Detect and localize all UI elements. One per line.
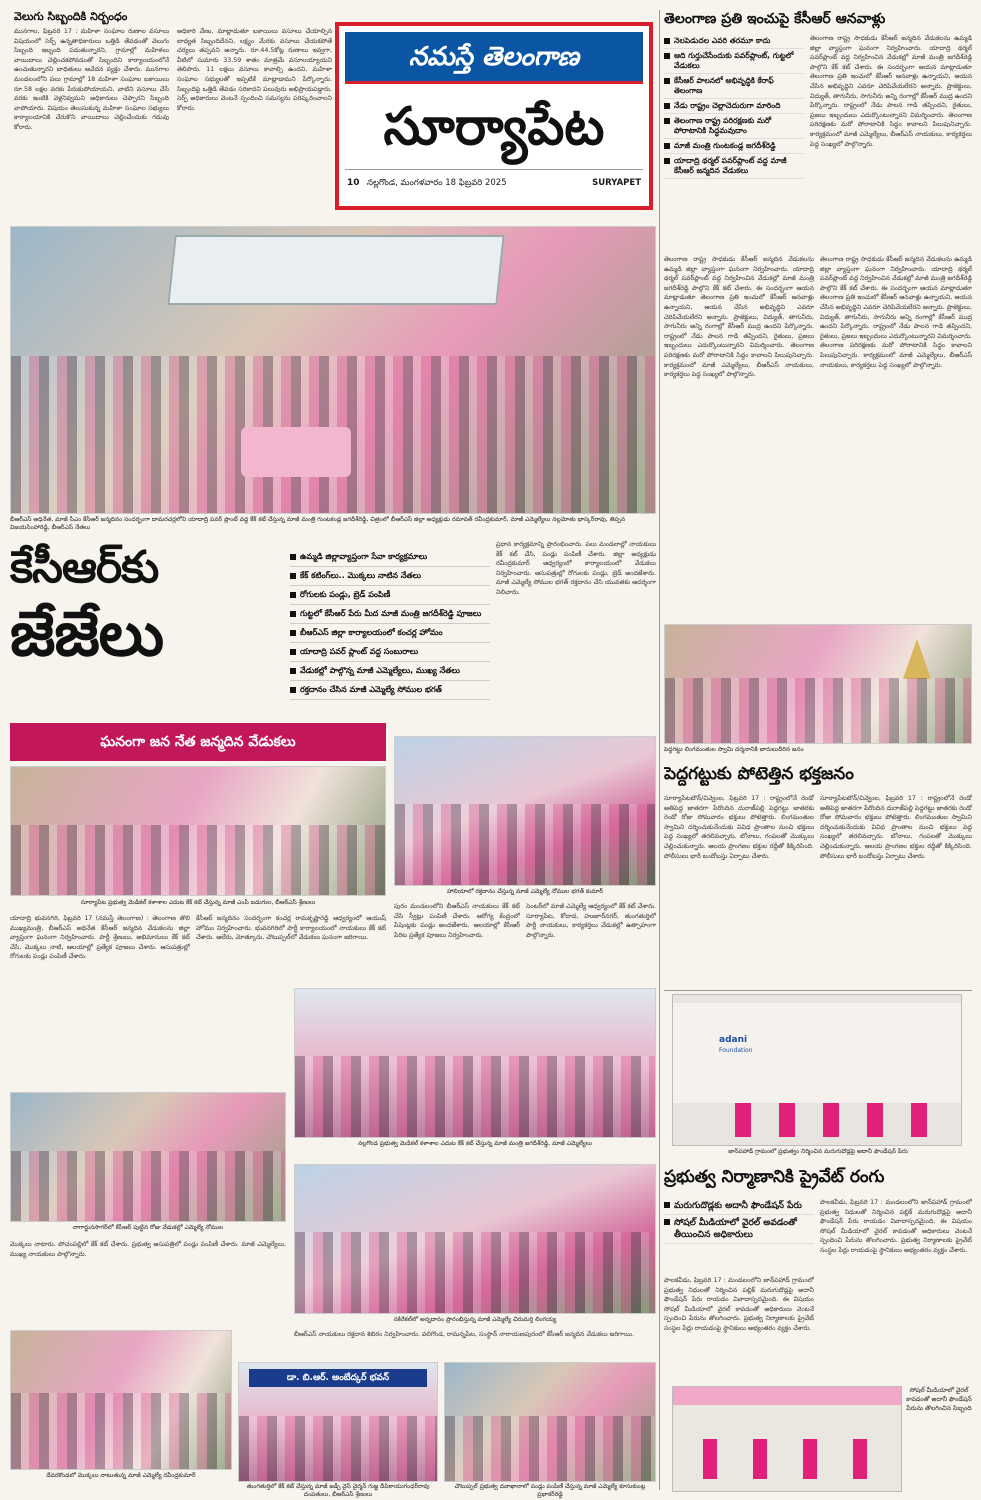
right-top-bullet: మాజీ మంత్రి గుంటకండ్ల జగదీశ్‌రెడ్డి [664, 139, 804, 154]
bullet-square-icon [290, 554, 296, 560]
masthead-brand: నమస్తే తెలంగాణ [408, 42, 580, 72]
center-bullet: గుట్టలో కేసీఆర్ పేరు మీద మాజీ మంత్రి జగదీశ్‌రెడ్డి పూజలు [290, 605, 490, 624]
right-top-bullet: యాదాద్రి థర్మల్ పవర్‌ప్లాంట్ వద్ద మాజీ కేసీఆర్ జన్మదిన వేడుకలు [664, 154, 804, 179]
masthead-divider [345, 169, 643, 170]
pink-door-icon [803, 1439, 817, 1479]
bullet-square-icon [290, 573, 296, 579]
left-top-body-a: మునగాల, ఫిబ్రవరి 17 : మహిళా సంఘాల రుణాల వసూలు విషయంలో సెర్ప్ ఉన్నతాధికారులు ఒత్తిడి తేవడంతో వెలుగు సిబ్బంది ఇబ్బంది పడుతున్నారని, గ్రామాల్లో మహిళలు వాయిదాలు చెల్లించకపోవడంతో సిబ్బందిని కార్యాలయంలోనే ఉంచుతున్నారని బాధితులు ఆవేదన వ్యక్తం చేశారు. మునగాల మండలంలోని పలు గ్రామాల్లో 18 మహిళా సంఘాల బకాయిలు రూ.58 లక్షల వరకు పేరుకుపోయాయని, వాటిని వసూలు చేసే వరకు ఇంటికి వెళ్లనివ్వమని అధికారులు చెప్పారని సిబ్బంది వాపోయారు. విషయం తెలుసుకున్న మహిళా సంఘాల సభ్యులు కార్యాలయానికి చేరుకొని వాయిదాలు చెల్లించేందుకు గడువు కోరారు. [14, 28, 169, 131]
photo-peddagattu-caption: పెద్దగట్టు లింగమంతుల స్వామి దర్శనానికి బారులుదీరిన జనం [664, 746, 804, 753]
lower-body-col2: కేసీఆర్ జన్మదినం సందర్భంగా కంచర్ల రామకృష్ణారెడ్డి ఆధ్వర్యంలో ఆయుష్ హోమం నిర్వహించారు. భువనగిరిలో పార్టీ కార్యాలయంలో నాయకులు కేక్ కట్ చేశారు. ఆలేరు, మోత్కూరు, చౌటుప్పల్‌లో వేడుకలు ఘనంగా జరిగాయి. [196, 915, 386, 942]
photo-nakrekal-caption: నకిరేకల్‌లో అన్నదానం ప్రారంభిస్తున్న మాజీ ఎమ్మెల్యే చిరుమర్తి లింగయ్య [393, 1316, 557, 1323]
lower-body-col4: సెంటర్‌లో మాజీ ఎమ్మెల్యే ఆధ్వర్యంలో కేక్ కట్ చేశారు. సూర్యాపేట, కోదాడ, హుజూర్‌నగర్, తుంగతుర్తిలో పార్టీ నాయకులు, కార్యకర్తలు వేడుకల్లో ఉత్సాహంగా పాల్గొన్నారు. [526, 903, 656, 939]
lower-body-col1: యాదాద్రి భువనగిరి, ఫిబ్రవరి 17 (నమస్తే తెలంగాణ) : తెలంగాణ తొలి ముఖ్యమంత్రి, బీఆర్‌ఎస్ అధినేత కేసీఆర్ జన్మదిన వేడుకలను జిల్లా వ్యాప్తంగా ఘనంగా నిర్వహించారు. పార్టీ శ్రేణులు, అభిమానులు కేక్ కట్ చేసి, మొక్కలు నాటి, ఆలయాల్లో ప్రత్యేక పూజలు చేశారు. ఆసుపత్రుల్లో రోగులకు పండ్లు పంపిణీ చేశారు. [10, 915, 190, 961]
center-bullet: ఉమ్మడి జిల్లావ్యాప్తంగా సేవా కార్యక్రమాలు [290, 548, 490, 567]
adani-bullet: సోషల్ మీడియాలో వైరల్ అవడంతో తీయించిన అధికారులు [664, 1215, 814, 1244]
cake-icon [241, 427, 351, 477]
right-top-bullet: తెలంగాణ రాష్ట్ర పరిరక్షణకు మరో పోరాటానికి సిద్ధమవుదాం [664, 114, 804, 139]
bullet-square-icon [664, 53, 670, 59]
bullet-square-icon [664, 38, 670, 44]
photo-tungaturthi [238, 1362, 438, 1482]
center-headline [10, 540, 286, 690]
adani-bullets [664, 1198, 814, 1272]
peddagattu-body-col1: సూర్యాపేటటౌన్/చివ్వెంల, ఫిబ్రవరి 17 : రాష్ట్రంలోనే రెండో అతిపెద్ద జాతరగా పేరొందిన దురాజ్‌పల్లి పెద్దగట్టు జాతరకు రెండో రోజు సోమవారం భక్తులు పోటెత్తారు. లింగమంతుల స్వామిని దర్శించుకునేందుకు వివిధ ప్రాంతాల నుంచి భక్తులు పెద్ద సంఖ్యలో తరలివచ్చారు. బోనాలు, గంపలతో మొక్కులు చెల్లించుకున్నారు. ఆలయ ప్రాంగణం భక్తుల రద్దీతో కిక్కిరిసింది. పోలీసులు భారీ బందోబస్తు ఏర్పాటు చేశారు. [664, 795, 814, 860]
people-image [395, 804, 655, 885]
power-station-gate-icon [167, 235, 504, 305]
lower-body-col5: మొక్కలు నాటారు. పోచంపల్లిలో కేక్ కట్ చేశారు. ప్రభుత్వ ఆసుపత్రిలో పండ్లు పంపిణీ చేశారు. మాజీ ఎమ్మెల్యేలు, ముఖ్య నాయకులు పాల్గొన్నారు. [10, 1241, 286, 1258]
center-kicker: ఘనంగా జన నేత జన్మదిన వేడుకలు [100, 734, 296, 750]
bullet-square-icon [290, 592, 296, 598]
photo-medical-college [10, 766, 386, 896]
photo-adani-toilets [672, 994, 962, 1146]
column-divider [659, 10, 660, 1490]
adani-sign-sub: Foundation [719, 1047, 753, 1054]
people-image [445, 1416, 655, 1481]
center-headline-line1: కేసీఆర్‌కు [10, 542, 159, 593]
bullet-square-icon [664, 143, 670, 149]
right-top-bullet: కేసీఆర్ పాలనలో అభివృద్ధికి కేరాఫ్ తెలంగాణ [664, 74, 804, 99]
photo-adani-caption: జాన్‌పహాడ్ గ్రామంలో ప్రభుత్వం నిర్మించిన మరుగుదొడ్లపై అదానీ ఫౌండేషన్ పేరు [728, 1148, 908, 1155]
bullet-square-icon [290, 630, 296, 636]
masthead-dateline: నల్లగొండ, మంగళవారం 18 ఫిబ్రవరి 2025 [367, 178, 507, 188]
masthead [335, 22, 653, 210]
center-bullet: కేక్ కటింగ్‌లు.. మొక్కలు నాటిన నేతలు [290, 567, 490, 586]
masthead-page-no: 10 [347, 178, 360, 188]
photo-nakrekal [294, 1164, 656, 1314]
people-image [11, 1393, 231, 1469]
people-image [11, 825, 385, 895]
lower-body-col6: బీఆర్‌ఎస్ నాయకులు రక్తదాన శిబిరం నిర్వహించారు. వలిగొండ, రామన్నపేట, సంస్థాన్ నారాయణపురంలో కేసీఆర్ జన్మదిన వేడుకలు జరిగాయి. [294, 1331, 634, 1338]
photo-medical-college-caption: సూర్యాపేట ప్రభుత్వ మెడికల్ కళాశాల ఎదుట కేక్ కట్ చేస్తున్న మాజీ ఎంపీ బడుగుల, బీఆర్‌ఎస్ శ్రేణులు [80, 899, 316, 906]
ambedkar-bhavan-sign: డా. బి.ఆర్. అంబేద్కర్ భవన్ [249, 1369, 427, 1387]
pink-door-icon [911, 1103, 927, 1137]
people-image [11, 1151, 285, 1221]
center-bullet: రోగులకు పండ్లు, బ్రెడ్ పంపిణీ [290, 586, 490, 605]
people-image [295, 1056, 655, 1137]
bullet-square-icon [664, 78, 670, 84]
people-image [295, 1232, 655, 1313]
bullet-square-icon [290, 668, 296, 674]
left-top-headline: వెలుగు సిబ్బందికి నిర్బంధం [14, 10, 128, 23]
adani-body-col2: పాలకవీడు, ఫిబ్రవరి 17 : మండలంలోని జాన్‌పహాడ్ గ్రామంలో ప్రభుత్వ నిధులతో నిర్మించిన పబ్లిక్ మరుగుదొడ్లపై అదానీ ఫౌండేషన్ పేరు రాయడం వివాదాస్పదమైంది. ఈ విషయం సోషల్ మీడియాలో వైరల్ కావడంతో అధికారులు వెంటనే స్పందించి పేరును తొలగించారు. ప్రభుత్వ నిర్మాణాలకు ప్రైవేట్ సంస్థల పేర్లు రాయడంపై స్థానికులు అభ్యంతరం వ్యక్తం చేశారు. [820, 1199, 972, 1254]
toilet-block-image [673, 1003, 961, 1103]
center-bullets [290, 548, 490, 720]
right-top-bullets [664, 34, 804, 249]
center-bullet: వేడుకల్లో పాల్గొన్న మాజీ ఎమ్మెల్యేలు, ముఖ్య నేతలు [290, 662, 490, 681]
center-bullet: యాదాద్రి పవర్ ప్లాంట్ వద్ద సంబురాలు [290, 643, 490, 662]
pink-door-icon [779, 1103, 795, 1137]
center-headline-line2: జేజేలు [10, 597, 164, 670]
pink-door-icon [853, 1439, 867, 1479]
crowd-image [665, 678, 971, 743]
bullet-square-icon [664, 103, 670, 109]
photo-nalgonda-college-caption: నల్లగొండ ప్రభుత్వ మెడికల్ కళాశాల ఎదుట కేక్ కట్ చేస్తున్న మాజీ మంత్రి జగదీశ్‌రెడ్డి, మాజీ ఎమ్మెల్యేలు [358, 1140, 592, 1147]
center-bullet: బీఆర్‌ఎస్ జిల్లా కార్యాలయంలో కంచర్ల హోమం [290, 624, 490, 643]
peddagattu-headline: పెద్దగట్టుకు పోటెత్తిన భక్తజనం [664, 764, 854, 784]
photo-blood-donation [394, 736, 656, 886]
pink-door-icon [867, 1103, 883, 1137]
left-top-body-b: అధికారి వేణు, మాట్లాడుతూ బకాయిలు వసూలు చేయాల్సిన బాధ్యత సిబ్బందిదేనని, లక్ష్యం మేరకు వసూలు చేయకపోతే చర్యలు తప్పవని అన్నారు. రూ.44.5కోట్ల రుణాలు ఇవ్వగా, వీటిలో సుమారు 33.59 శాతం మాత్రమే వసూలయ్యాయని తెలిపారు. 11 లక్షలు వసూలు కావాల్సి ఉందని, మహిళా సంఘాల సభ్యులతో ఇప్పటికే మాట్లాడామని పేర్కొన్నారు. సిబ్బందిపై ఒత్తిడి తేవడం సరికాదని పలువురు అభిప్రాయపడ్డారు. సెర్ప్ అధికారులు వెంటనే స్పందించి సమస్యను పరిష్కరించాలని కోరారు. [177, 28, 332, 112]
pink-door-icon [823, 1103, 839, 1137]
people-image [239, 1416, 437, 1481]
photo-choutuppal-caption: చౌటుప్పల్ ప్రభుత్వ దవాఖానాలో పండ్లు పంపిణీ చేస్తున్న మాజీ ఎమ్మెల్యే కూసుకుంట్ల ప్రభాకర్‌రెడ్డి [454, 1483, 646, 1498]
photo-nalgonda-college [294, 988, 656, 1138]
temple-tower-icon [903, 639, 931, 679]
photo-choutuppal [444, 1362, 656, 1482]
photo-adani-removed-caption: సోషల్ మీడియాలో వైరల్ కావడంతో అదానీ ఫౌండేషన్ పేరును తొలగించిన సిబ్బంది [906, 1387, 972, 1412]
bullet-square-icon [290, 649, 296, 655]
main-photo [10, 226, 656, 514]
photo-adani-removed [672, 1386, 902, 1492]
photo-devarakonda-caption: దేవరకొండలో మొక్కలు నాటుతున్న మాజీ ఎమ్మెల్యే రవీంద్రకుమార్ [46, 1472, 196, 1479]
bullet-square-icon [664, 158, 670, 164]
bullet-square-icon [290, 687, 296, 693]
photo-nagarjunasagar-caption: నాగార్జునసాగర్‌లో కేసీఆర్ పుట్టిన రోజు వేడుకల్లో ఎమ్మెల్యే నోముల [72, 1224, 224, 1231]
pink-door-icon [735, 1103, 751, 1137]
pink-roof-band [673, 1387, 901, 1405]
right-top-headline: తెలంగాణ ప్రతి ఇంచుపై కేసీఆర్ ఆనవాళ్లు [664, 11, 886, 27]
right-top-bullet: ఆది గుర్తుచేసేందుకు పవర్‌ప్లాంట్, గుట్టలో వేడుకలు [664, 49, 804, 74]
left-top-story [14, 10, 332, 220]
bullet-square-icon [664, 1202, 670, 1208]
photo-nagarjunasagar [10, 1092, 286, 1222]
right-top-body-side: తెలంగాణ రాష్ట్ర సాధకుడు కేసీఆర్ జన్మదిన వేడుకలను ఉమ్మడి జిల్లా వ్యాప్తంగా ఘనంగా నిర్వహించారు. యాదాద్రి థర్మల్ పవర్‌ప్లాంట్ వద్ద నిర్వహించిన వేడుకల్లో మాజీ మంత్రి జగదీశ్‌రెడ్డి పాల్గొని కేక్ కట్ చేశారు. ఈ సందర్భంగా ఆయన మాట్లాడుతూ తెలంగాణ ప్రతి ఇంచులో కేసీఆర్ ఆనవాళ్లు ఉన్నాయని, ఆయన చేసిన అభివృద్ధిని ఎవరూ చెరిపివేయలేరని అన్నారు. ప్రాజెక్టులు, విద్యుత్, తాగునీరు, సాగునీరు అన్ని రంగాల్లో కేసీఆర్ ముద్ర ఉందని పేర్కొన్నారు. రాష్ట్రంలో నేడు పాలన గాడి తప్పిందని, రైతులు, ప్రజలు ఇబ్బందులు ఎదుర్కొంటున్నారని విమర్శించారు. తెలంగాణ పరిరక్షణకు మరో పోరాటానికి సిద్ధం కావాలని పిలుపునిచ్చారు. కార్యక్రమంలో మాజీ ఎమ్మెల్యేలు, బీఆర్‌ఎస్ నాయకులు, కార్యకర్తలు పెద్ద సంఖ్యలో పాల్గొన్నారు. [810, 35, 972, 148]
adani-bullet: మరుగుదొడ్లకు అదానీ ఫౌండేషన్ పేరు [664, 1198, 814, 1215]
right-top-body-col1: తెలంగాణ రాష్ట్ర సాధకుడు కేసీఆర్ జన్మదిన వేడుకలను ఉమ్మడి జిల్లా వ్యాప్తంగా ఘనంగా నిర్వహించారు. యాదాద్రి థర్మల్ పవర్‌ప్లాంట్ వద్ద నిర్వహించిన వేడుకల్లో మాజీ మంత్రి జగదీశ్‌రెడ్డి పాల్గొని కేక్ కట్ చేశారు. ఈ సందర్భంగా ఆయన మాట్లాడుతూ తెలంగాణ ప్రతి ఇంచులో కేసీఆర్ ఆనవాళ్లు ఉన్నాయని, ఆయన చేసిన అభివృద్ధిని ఎవరూ చెరిపివేయలేరని అన్నారు. ప్రాజెక్టులు, విద్యుత్, తాగునీరు, సాగునీరు అన్ని రంగాల్లో కేసీఆర్ ముద్ర ఉందని పేర్కొన్నారు. రాష్ట్రంలో నేడు పాలన గాడి తప్పిందని, రైతులు, ప్రజలు ఇబ్బందులు ఎదుర్కొంటున్నారని విమర్శించారు. తెలంగాణ పరిరక్షణకు మరో పోరాటానికి సిద్ధం కావాలని పిలుపునిచ్చారు. కార్యక్రమంలో మాజీ ఎమ్మెల్యేలు, బీఆర్‌ఎస్ నాయకులు, కార్యకర్తలు పెద్ద సంఖ్యలో పాల్గొన్నారు. [664, 256, 814, 379]
pink-door-icon [753, 1439, 767, 1479]
masthead-edition: సూర్యాపేట [383, 97, 605, 157]
photo-tungaturthi-caption: తుంగతుర్తిలో కేక్ కట్ చేస్తున్న మాజీ జడ్పీ వైస్ చైర్మన్ గుజ్జ దీపికాయుగంధర్‌రావు దంపతులు, బీఆర్‌ఎస్ శ్రేణులు [246, 1483, 430, 1498]
main-photo-caption: బీఆర్‌ఎస్ అధినేత, మాజీ సీఎం కేసీఆర్ జన్మదినం సందర్భంగా దామరచర్లలోని యాదాద్రి పవర్ ప్లాంట్ వద్ద కేక్ కట్ చేస్తున్న మాజీ మంత్రి గుంటకండ్ల జగదీశ్‌రెడ్డి, చిత్రంలో బీఆర్‌ఎస్ జిల్లా అధ్యక్షుడు రమావత్ రవీంద్రకుమార్, మాజీ ఎమ్మెల్యేలు నల్లమోతు భాస్కర్‌రావు, తిప్పన విజయసింహారెడ్డి, బీఆర్‌ఎస్ నేతలు [10, 516, 626, 531]
pink-door-icon [703, 1439, 717, 1479]
adani-headline: ప్రభుత్వ నిర్మాణానికి ప్రైవేట్ రంగు [664, 1167, 885, 1187]
right-top-story [664, 10, 972, 620]
masthead-edition-en: SURYAPET [592, 178, 641, 188]
photo-devarakonda [10, 1330, 232, 1470]
bullet-square-icon [664, 118, 670, 124]
center-kicker-band [10, 723, 386, 761]
bullet-square-icon [664, 1219, 670, 1225]
section-divider [664, 990, 972, 991]
bullet-square-icon [290, 611, 296, 617]
right-top-body-col2: తెలంగాణ రాష్ట్ర సాధకుడు కేసీఆర్ జన్మదిన వేడుకలను ఉమ్మడి జిల్లా వ్యాప్తంగా ఘనంగా నిర్వహించారు. యాదాద్రి థర్మల్ పవర్‌ప్లాంట్ వద్ద నిర్వహించిన వేడుకల్లో మాజీ మంత్రి జగదీశ్‌రెడ్డి పాల్గొని కేక్ కట్ చేశారు. ఈ సందర్భంగా ఆయన మాట్లాడుతూ తెలంగాణ ప్రతి ఇంచులో కేసీఆర్ ఆనవాళ్లు ఉన్నాయని, ఆయన చేసిన అభివృద్ధిని ఎవరూ చెరిపివేయలేరని అన్నారు. ప్రాజెక్టులు, విద్యుత్, తాగునీరు, సాగునీరు అన్ని రంగాల్లో కేసీఆర్ ముద్ర ఉందని పేర్కొన్నారు. రాష్ట్రంలో నేడు పాలన గాడి తప్పిందని, రైతులు, ప్రజలు ఇబ్బందులు ఎదుర్కొంటున్నారని విమర్శించారు. తెలంగాణ పరిరక్షణకు మరో పోరాటానికి సిద్ధం కావాలని పిలుపునిచ్చారు. కార్యక్రమంలో మాజీ ఎమ్మెల్యేలు, బీఆర్‌ఎస్ నాయకులు, కార్యకర్తలు పెద్ద సంఖ్యలో పాల్గొన్నారు. [820, 256, 972, 369]
center-body: ప్రధాన కార్యక్రమాన్ని ప్రారంభించారు. పలు మండలాల్లో నాయకులు కేక్ కట్ చేసి, పండ్లు పంపిణీ చేశారు. జిల్లా అధ్యక్షుడు రవీంద్రకుమార్ ఆధ్వర్యంలో కార్యాలయంలో వేడుకలు నిర్వహించారు. ఆసుపత్రుల్లో రోగులకు పండ్లు, బ్రెడ్ అందజేశారు. మాజీ ఎమ్మెల్యే సోముల భగత్ రక్తదానం చేసి యువతకు ఆదర్శంగా నిలిచారు. [496, 541, 656, 596]
right-top-bullet: నేడు రాష్ట్రం చెల్లాచెదురుగా మారింది [664, 99, 804, 114]
photo-peddagattu [664, 624, 972, 744]
center-bullet: రక్తదానం చేసిన మాజీ ఎమ్మెల్యే సోముల భగత్ [290, 681, 490, 700]
masthead-brand-band [345, 32, 643, 84]
peddagattu-body-col2: సూర్యాపేటటౌన్/చివ్వెంల, ఫిబ్రవరి 17 : రాష్ట్రంలోనే రెండో అతిపెద్ద జాతరగా పేరొందిన దురాజ్‌పల్లి పెద్దగట్టు జాతరకు రెండో రోజు సోమవారం భక్తులు పోటెత్తారు. లింగమంతుల స్వామిని దర్శించుకునేందుకు వివిధ ప్రాంతాల నుంచి భక్తులు పెద్ద సంఖ్యలో తరలివచ్చారు. బోనాలు, గంపలతో మొక్కులు చెల్లించుకున్నారు. ఆలయ ప్రాంగణం భక్తుల రద్దీతో కిక్కిరిసింది. పోలీసులు భారీ బందోబస్తు ఏర్పాటు చేశారు. [820, 795, 972, 860]
adani-body-col1: పాలకవీడు, ఫిబ్రవరి 17 : మండలంలోని జాన్‌పహాడ్ గ్రామంలో ప్రభుత్వ నిధులతో నిర్మించిన పబ్లిక్ మరుగుదొడ్లపై అదానీ ఫౌండేషన్ పేరు రాయడం వివాదాస్పదమైంది. ఈ విషయం సోషల్ మీడియాలో వైరల్ కావడంతో అధికారులు వెంటనే స్పందించి పేరును తొలగించారు. ప్రభుత్వ నిర్మాణాలకు ప్రైవేట్ సంస్థల పేర్లు రాయడంపై స్థానికులు అభ్యంతరం వ్యక్తం చేశారు. [664, 1277, 814, 1332]
right-top-bullet: నెలపెడుదల ఎవరి తరమూ కాదు [664, 34, 804, 49]
lower-body-col3: పురం మండలంలోని బీఆర్‌ఎస్ నాయకులు కేక్ కట్ చేసి స్వీట్లు పంపిణీ చేశారు. ఆరోగ్య కేంద్రంలో పేషెంట్లకు పండ్లు అందజేశారు. ఆలయాల్లో కేసీఆర్ పేరిట ప్రత్యేక పూజలు నిర్వహించారు. [394, 903, 520, 939]
adani-sign-text: adani [719, 1035, 748, 1045]
photo-blood-donation-caption: హాలియాలో రక్తదానం చేస్తున్న మాజీ ఎమ్మెల్యే నోముల భగత్ కుమార్ [447, 888, 603, 895]
